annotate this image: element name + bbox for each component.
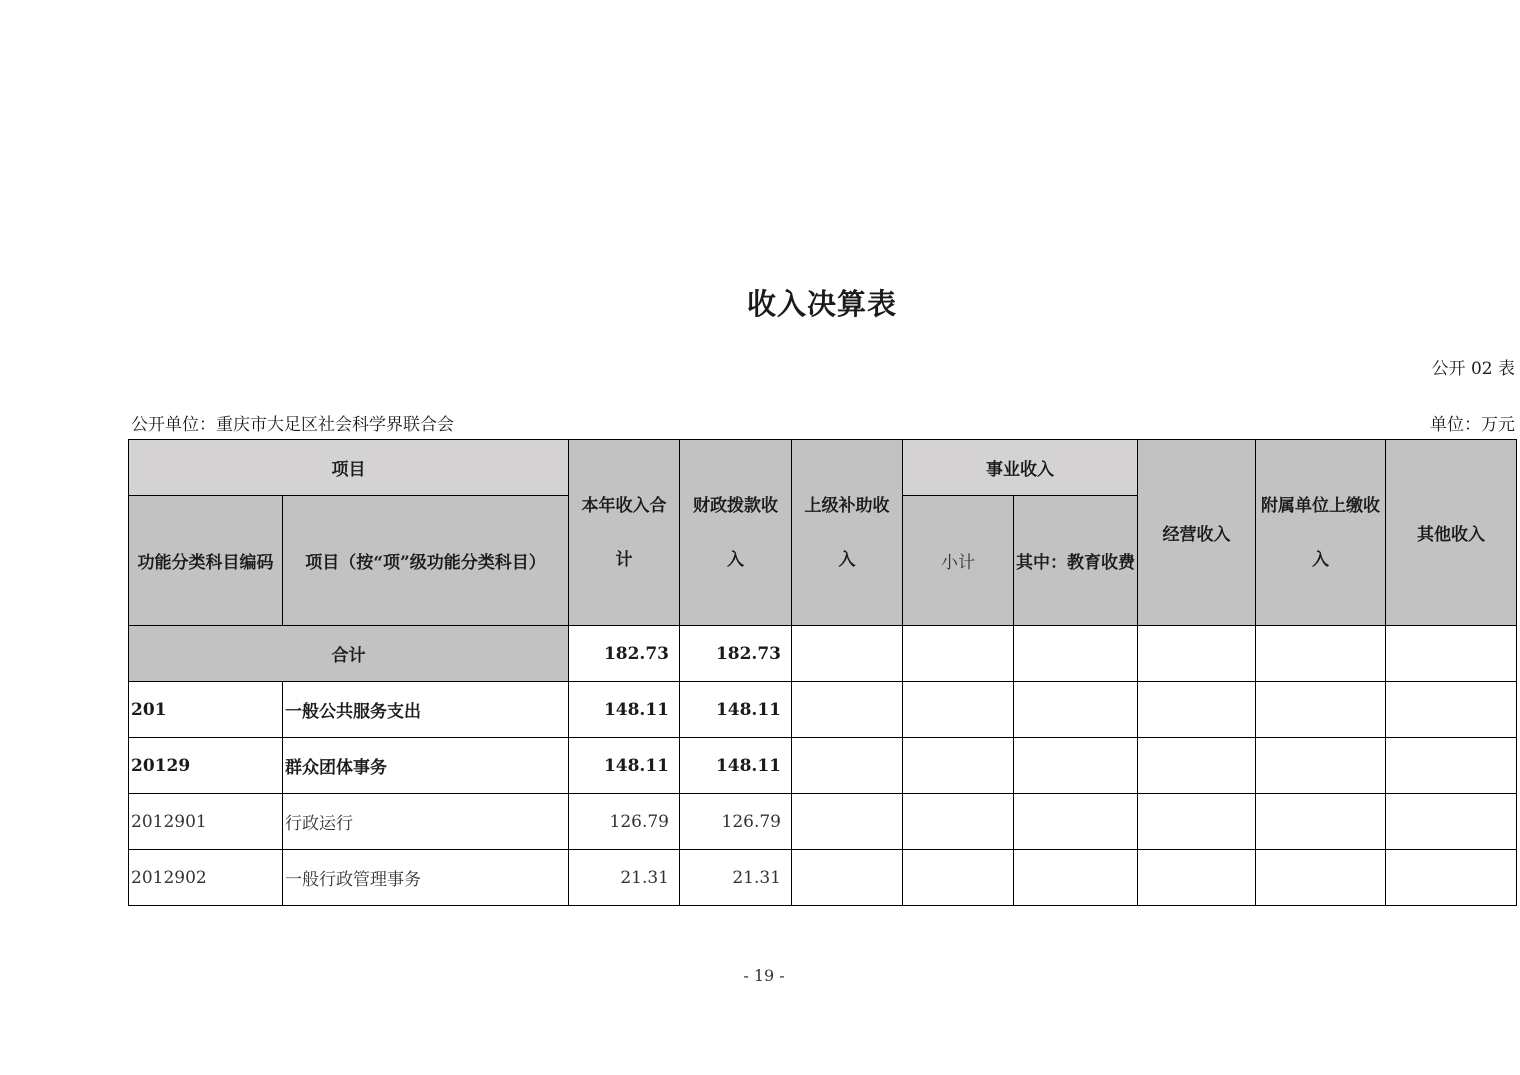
row-business	[1138, 850, 1256, 906]
row-superior	[792, 738, 903, 794]
header-affiliated	[1256, 440, 1386, 626]
row-superior	[792, 794, 903, 850]
row-total-income: 148.11	[569, 682, 680, 738]
row-other	[1386, 794, 1517, 850]
page-number: - 19 -	[743, 966, 785, 985]
header-other: 其他收入	[1386, 440, 1517, 626]
row-other	[1386, 738, 1517, 794]
row-education-fee	[1014, 738, 1138, 794]
row-name: 一般行政管理事务	[283, 850, 569, 906]
row-fiscal: 126.79	[680, 794, 792, 850]
header-business: 经营收入	[1138, 440, 1256, 626]
header-fiscal	[680, 440, 792, 626]
row-business	[1138, 682, 1256, 738]
header-total-income-text: 本年收入合计	[581, 495, 667, 570]
row-affiliated	[1256, 850, 1386, 906]
row-subtotal	[903, 794, 1014, 850]
row-other	[1386, 682, 1517, 738]
header-project-name: 项目（按“项”级功能分类科目）	[283, 496, 569, 626]
row-superior	[792, 850, 903, 906]
row-fiscal: 148.11	[680, 682, 792, 738]
total-label: 合计	[129, 626, 569, 682]
form-number: 公开 02 表	[1431, 359, 1515, 379]
header-project-group: 项目	[129, 440, 569, 496]
table-row	[129, 738, 1517, 794]
row-education-fee	[1014, 794, 1138, 850]
row-business	[1138, 794, 1256, 850]
row-other	[1386, 850, 1517, 906]
row-affiliated	[1256, 794, 1386, 850]
total-fiscal-value: 182.73	[680, 626, 792, 682]
header-affiliated-text: 附属单位上缴收入	[1261, 495, 1380, 570]
row-subtotal	[903, 850, 1014, 906]
row-education-fee	[1014, 682, 1138, 738]
document-title: 收入决算表	[746, 287, 897, 321]
header-education-fee: 其中：教育收费	[1014, 496, 1138, 626]
total-affiliated-value	[1256, 626, 1386, 682]
table-row	[129, 682, 1517, 738]
total-subtotal-value	[903, 626, 1014, 682]
header-code: 功能分类科目编码	[129, 496, 283, 626]
header-total-income	[569, 440, 680, 626]
row-code: 20129	[129, 738, 283, 794]
row-affiliated	[1256, 738, 1386, 794]
header-fiscal-text: 财政拨款收入	[693, 495, 778, 570]
total-education-fee-value	[1014, 626, 1138, 682]
row-education-fee	[1014, 850, 1138, 906]
row-name: 行政运行	[283, 794, 569, 850]
header-superior	[792, 440, 903, 626]
total-superior-value	[792, 626, 903, 682]
income-final-accounts-table	[128, 439, 1517, 906]
row-subtotal	[903, 738, 1014, 794]
row-name: 一般公共服务支出	[283, 682, 569, 738]
header-career-group: 事业收入	[903, 440, 1138, 496]
publishing-unit: 公开单位：重庆市大足区社会科学界联合会	[131, 415, 454, 435]
row-superior	[792, 682, 903, 738]
row-code: 2012901	[129, 794, 283, 850]
table-row	[129, 794, 1517, 850]
header-superior-text: 上级补助收入	[804, 495, 890, 570]
table-row	[129, 850, 1517, 906]
row-total-income: 148.11	[569, 738, 680, 794]
currency-unit: 单位：万元	[1430, 415, 1515, 435]
row-total-income: 21.31	[569, 850, 680, 906]
row-name: 群众团体事务	[283, 738, 569, 794]
row-business	[1138, 738, 1256, 794]
row-subtotal	[903, 682, 1014, 738]
total-business-value	[1138, 626, 1256, 682]
row-affiliated	[1256, 682, 1386, 738]
row-fiscal: 148.11	[680, 738, 792, 794]
total-income-value: 182.73	[569, 626, 680, 682]
total-other-value	[1386, 626, 1517, 682]
row-total-income: 126.79	[569, 794, 680, 850]
row-fiscal: 21.31	[680, 850, 792, 906]
row-code: 2012902	[129, 850, 283, 906]
table-row-total	[129, 626, 1517, 682]
header-subtotal: 小计	[903, 496, 1014, 626]
row-code: 201	[129, 682, 283, 738]
